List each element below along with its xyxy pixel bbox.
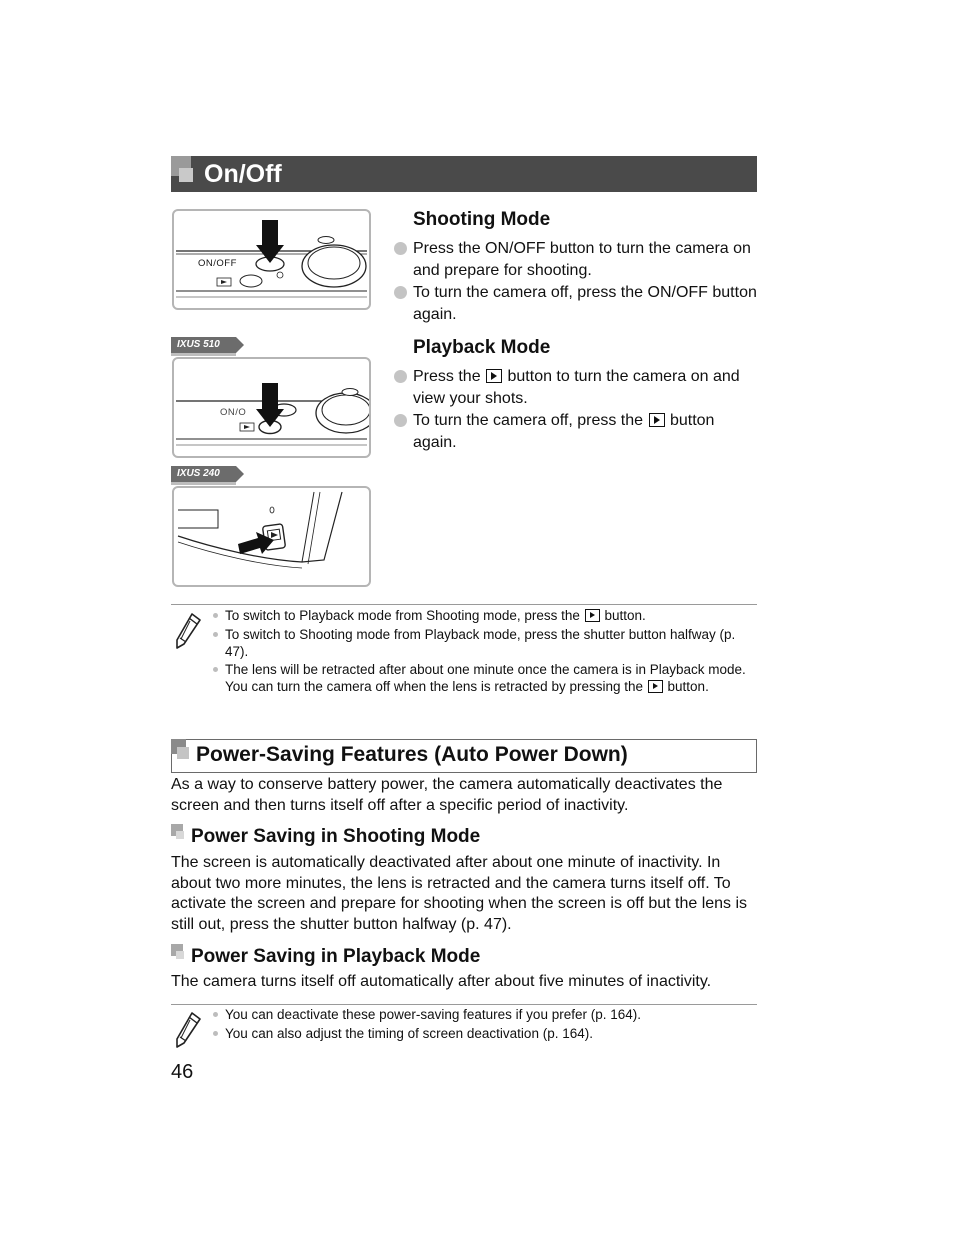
bullet-dot: [394, 414, 407, 427]
shooting-bullet-2-text: To turn the camera off, press the ON/OFF button again.: [413, 284, 757, 323]
title-square-light: [179, 168, 193, 182]
pencil-icon: [174, 612, 202, 650]
playback-bullet-2-post: button again.: [413, 412, 715, 451]
note-divider: [171, 1004, 757, 1005]
model-tag-ixus240: [171, 466, 236, 482]
power-saving-header: [171, 739, 757, 773]
note2-item-1: [225, 1006, 750, 1023]
arrow-down-icon: [256, 220, 284, 263]
power-play-heading: Power Saving in Playback Mode: [191, 946, 481, 967]
figure-playback-button-ixus510: [172, 357, 371, 458]
note1-item-1-post: button.: [604, 608, 646, 623]
note1-item-3-pre: The lens will be retracted after about one minute once the camera is in Playback mode. You can turn the camera off when the lens is retracted by pressing the: [225, 662, 746, 694]
shooting-bullet-1: [413, 238, 758, 282]
model-tag-shade: [171, 482, 236, 485]
playback-bullet-1-pre: Press the: [413, 368, 481, 385]
play-icon: [648, 680, 663, 693]
model-tag-ixus510: [171, 337, 236, 353]
power-shoot-text: The screen is automatically deactivated after about one minute of inactivity. In about two more minutes, the lens is retracted and the camera turns itself off. To activate the screen and prepare for shooting when the screen is off but the lens is still out, press the shutter button halfway (p. 47).: [171, 854, 748, 933]
note-divider: [171, 604, 757, 605]
note1-item-3-post: button.: [667, 679, 709, 694]
power-shoot-heading: Power Saving in Shooting Mode: [191, 826, 481, 847]
shooting-mode-heading: Shooting Mode: [413, 209, 551, 230]
header-square-light: [177, 747, 189, 759]
playback-bullet-2-pre: To turn the camera off, press the: [413, 412, 644, 429]
shooting-bullet-1-text: Press the ON/OFF button to turn the camera on and prepare for shooting.: [413, 240, 751, 279]
play-icon: [486, 369, 502, 383]
camera-side-illustration: [174, 488, 369, 585]
figure-onoff-button: [172, 209, 371, 310]
bullet-dot: [394, 286, 407, 299]
note2-item-2: [225, 1025, 750, 1042]
playback-bullet-2: [413, 410, 758, 454]
section-title-bar: [171, 156, 757, 192]
note-dot: [213, 613, 218, 618]
power-saving-title: Power-Saving Features (Auto Power Down): [196, 743, 628, 766]
model-tag-shade: [171, 353, 236, 356]
power-intro: As a way to conserve battery power, the camera automatically deactivates the screen and then turns itself off after a specific period of inactivity.: [171, 776, 723, 814]
note1-item-2: [225, 626, 750, 660]
power-play-text: The camera turns itself off automatically after about five minutes of inactivity.: [171, 973, 712, 990]
subheading-square-light: [176, 831, 184, 839]
model-tag-ixus240-text: IXUS 240: [177, 468, 220, 479]
note1-item-3: [225, 661, 750, 695]
playback-mode-heading: Playback Mode: [413, 337, 551, 358]
shooting-bullet-2: [413, 282, 758, 326]
figure-playback-button-ixus240: [172, 486, 371, 587]
note2-item-1-text: You can deactivate these power-saving features if you prefer (p. 164).: [225, 1007, 641, 1022]
note-dot: [213, 632, 218, 637]
note2-item-2-text: You can also adjust the timing of screen deactivation (p. 164).: [225, 1026, 593, 1041]
bullet-dot: [394, 370, 407, 383]
pencil-icon: [174, 1011, 202, 1049]
note-dot: [213, 1031, 218, 1036]
onoff-label: ON/OFF: [198, 258, 237, 269]
page-number: 46: [171, 1061, 194, 1083]
playback-bullet-1: [413, 366, 758, 410]
bullet-dot: [394, 242, 407, 255]
note1-item-1-pre: To switch to Playback mode from Shooting mode, press the: [225, 608, 580, 623]
playback-bullet-1-post: button to turn the camera on and view your shots.: [413, 368, 740, 407]
note1-item-1: [225, 607, 750, 624]
subheading-square-light: [176, 951, 184, 959]
note1-item-2-text: To switch to Shooting mode from Playback mode, press the shutter button halfway (p. 47).: [225, 627, 736, 659]
camera-top-illustration-2: [174, 359, 369, 456]
play-icon: [649, 413, 665, 427]
section-title: On/Off: [204, 160, 282, 188]
model-tag-ixus510-text: IXUS 510: [177, 339, 220, 350]
note-dot: [213, 1012, 218, 1017]
play-icon: [585, 609, 600, 622]
note-dot: [213, 667, 218, 672]
onoff-label-partial: ON/O: [220, 407, 247, 418]
